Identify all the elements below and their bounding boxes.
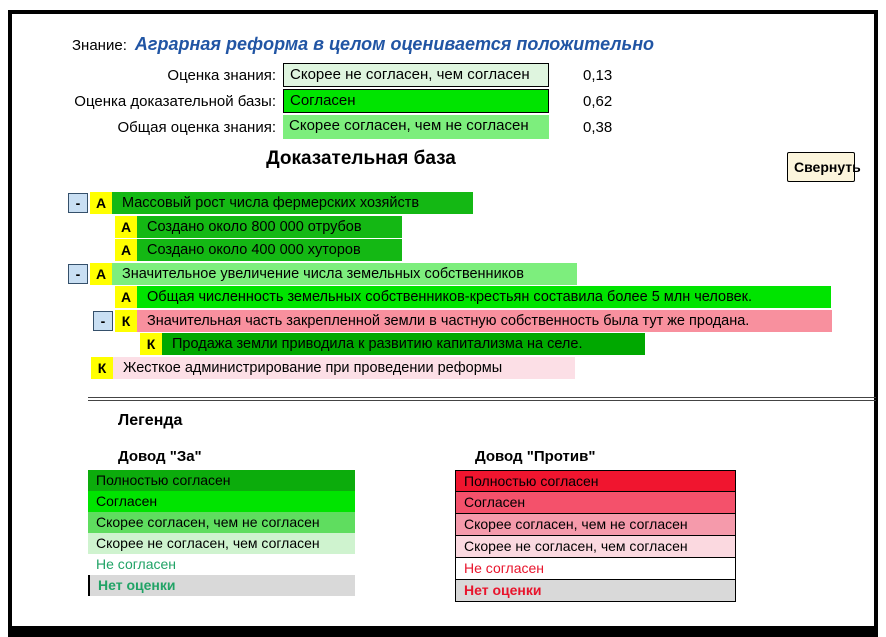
- rating-label: Общая оценка знания:: [117, 118, 276, 136]
- legend-row: Не согласен: [455, 558, 736, 580]
- collapse-node-button[interactable]: -: [93, 311, 113, 331]
- legend-contra-table: [455, 470, 736, 602]
- legend-row: Скорее согласен, чем не согласен: [455, 514, 736, 536]
- argument-row: [12, 216, 832, 238]
- argument-row: [12, 286, 832, 308]
- argument-row: [12, 192, 832, 214]
- argument-row: [12, 357, 832, 379]
- argument-type-badge: А: [90, 263, 112, 285]
- legend-pro-header: Довод "За": [118, 448, 202, 465]
- collapse-all-button[interactable]: Свернуть: [787, 152, 855, 182]
- legend-row: Не согласен: [88, 554, 355, 575]
- legend-row: Согласен: [455, 492, 736, 514]
- argument-bar[interactable]: Массовый рост числа фермерских хозяйств: [112, 192, 473, 214]
- page-frame: [8, 10, 878, 637]
- legend-contra-header: Довод "Против": [475, 448, 596, 465]
- collapse-node-button[interactable]: -: [68, 264, 88, 284]
- rating-value-box: Скорее не согласен, чем согласен: [283, 63, 549, 87]
- collapse-node-button[interactable]: -: [68, 193, 88, 213]
- argument-bar[interactable]: Значительная часть закрепленной земли в частную собственность была тут же продана.: [137, 310, 832, 332]
- rating-value-box: Скорее согласен, чем не согласен: [283, 115, 549, 139]
- rating-label: Оценка доказательной базы:: [74, 92, 276, 110]
- ratings-block: [12, 62, 612, 140]
- legend-row: Нет оценки: [88, 575, 355, 596]
- evidence-tree: [12, 192, 832, 380]
- argument-bar[interactable]: Жесткое администрирование при проведении реформы: [113, 357, 575, 379]
- argument-type-badge: К: [115, 310, 137, 332]
- legend-row: Полностью согласен: [88, 470, 355, 491]
- legend-row: Скорее согласен, чем не согласен: [88, 512, 355, 533]
- knowledge-label: Знание:: [72, 37, 127, 54]
- section-divider: [88, 397, 876, 401]
- evidence-base-title: Доказательная база: [266, 148, 456, 169]
- argument-type-badge: А: [115, 286, 137, 308]
- knowledge-title: Аграрная реформа в целом оценивается положительно: [134, 34, 655, 54]
- argument-type-badge: А: [115, 239, 137, 261]
- legend-row: Полностью согласен: [455, 470, 736, 492]
- argument-bar[interactable]: Создано около 400 000 хуторов: [137, 239, 402, 261]
- argument-type-badge: К: [91, 357, 113, 379]
- argument-bar[interactable]: Значительное увеличение числа земельных собственников: [112, 263, 577, 285]
- argument-type-badge: А: [90, 192, 112, 214]
- rating-number: 0,13: [583, 66, 613, 84]
- argument-type-badge: А: [115, 216, 137, 238]
- legend-title: Легенда: [118, 412, 183, 429]
- rating-row: [12, 88, 612, 114]
- rating-number: 0,62: [583, 92, 613, 110]
- argument-bar[interactable]: Продажа земли приводила к развитию капитализма на селе.: [162, 333, 645, 355]
- rating-row: [12, 62, 612, 88]
- argument-row: [12, 239, 832, 261]
- rating-row: [12, 114, 612, 140]
- rating-number: 0,38: [583, 118, 613, 136]
- legend-row: Нет оценки: [455, 580, 736, 602]
- knowledge-line: [72, 34, 654, 55]
- argument-row: [12, 333, 832, 355]
- argument-row: [12, 263, 832, 285]
- rating-label: Оценка знания:: [167, 66, 276, 84]
- rating-value-box: Согласен: [283, 89, 549, 113]
- argument-type-badge: К: [140, 333, 162, 355]
- argument-bar[interactable]: Общая численность земельных собственников-крестьян составила более 5 млн человек.: [137, 286, 831, 308]
- argument-row: [12, 310, 832, 332]
- legend-row: Скорее не согласен, чем согласен: [455, 536, 736, 558]
- legend-row: Согласен: [88, 491, 355, 512]
- legend-pro-table: [88, 470, 355, 596]
- argument-bar[interactable]: Создано около 800 000 отрубов: [137, 216, 402, 238]
- legend-row: Скорее не согласен, чем согласен: [88, 533, 355, 554]
